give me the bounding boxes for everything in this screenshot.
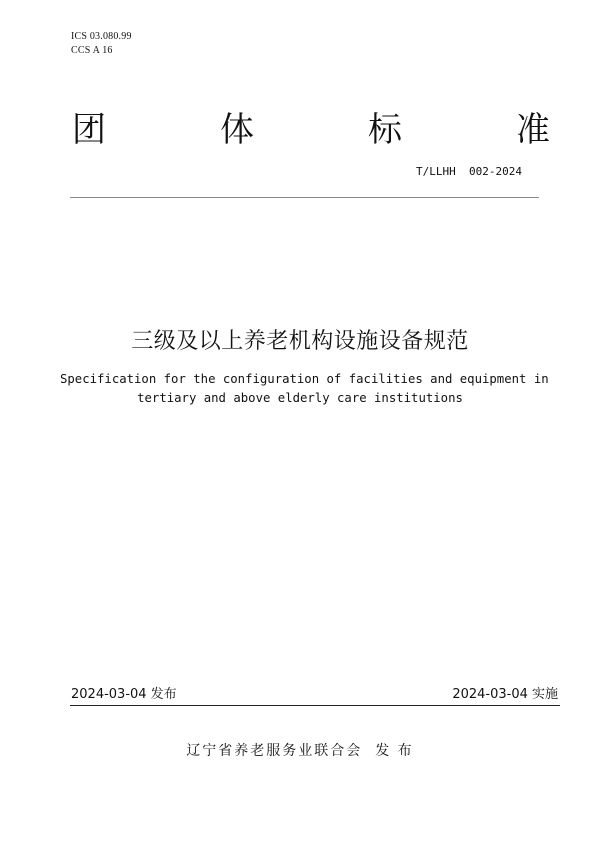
document-title-chinese: 三级及以上养老机构设施设备规范 (131, 329, 469, 354)
footer-divider (70, 705, 560, 706)
standard-type-char: 标 (368, 110, 402, 150)
standard-number: T/LLHH 002-2024 (416, 165, 522, 178)
issue-date: 2024-03-04 发布 (71, 687, 177, 702)
implementation-date: 2024-03-04 实施 (452, 687, 558, 702)
standard-type-char: 团 (72, 110, 106, 150)
standard-type-heading (72, 108, 550, 152)
standard-type-char: 体 (220, 110, 254, 150)
standard-type-char: 准 (516, 110, 550, 150)
classification-codes (71, 30, 132, 58)
document-title-english (60, 370, 549, 408)
publisher: 辽宁省养老服务业联合会 发 布 (186, 743, 414, 759)
english-title-line: tertiary and above elderly care institutions (137, 391, 463, 405)
english-title-line: Specification for the configuration of facilities and equipment in (60, 372, 549, 386)
ccs-code: CCS A 16 (71, 45, 113, 56)
header-divider (70, 197, 539, 198)
ics-code: ICS 03.080.99 (71, 31, 132, 42)
